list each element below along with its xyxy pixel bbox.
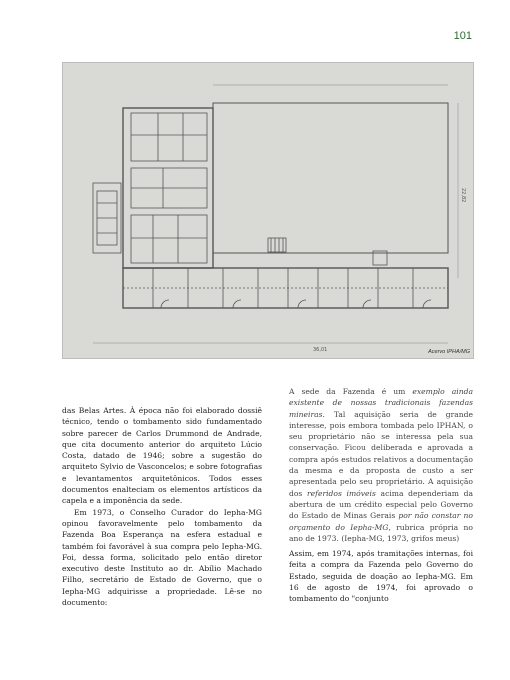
quote-emphasis-3: por não constar no orçamento do Iepha-MG (289, 511, 473, 532)
left-column (62, 405, 262, 608)
left-paragraph-1: das Belas Artes. À época não foi elaborado dossiê técnico, tendo o tombamento sido fundamentado sobre parecer de Carlos Drummond de Andrade, que cita documento anterior do arquiteto Lúcio Costa, datado de 1946; sobre a sugestão do arquiteto Sylvio de Vasconcelos; e sobre fotografias e levantamentos arquitetônicos. Todos esses documentos enalteciam os elementos artísticos da capela e a imponência da sede. (62, 406, 262, 506)
quote-emphasis-2: referidos imóveis (307, 488, 376, 498)
quote-text-3: acima dependeriam da abertura de um crédito especial pelo Governo do Estado de Minas Gerais (289, 488, 474, 521)
quote-text-1: A sede da Fazenda é um (289, 387, 413, 396)
figure-caption: Acervo IPHA/MG (428, 349, 470, 355)
floor-plan-drawing (63, 63, 473, 358)
quote-text-2: Tal aquisição seria de grande interesse, pois embora tombada pelo IPHAN, o seu proprietário não se interessa pela sua conservação. Ficou deliberada e aprovada a compra após estudos relativos a documentação da mesma e da proposta de custo a ser apresentada pelo seu proprietário. A aquisição dos (289, 409, 473, 498)
quote-emphasis-1: exemplo ainda existente de nossas tradicionais fazendas mineiras. (289, 387, 473, 419)
floor-plan-figure (62, 62, 474, 359)
page-number: 101 (453, 30, 472, 42)
quote-text-4: , rubrica própria no ano de 1973. (Iepha-MG, 1973, grifos meus) (289, 522, 473, 543)
block-quote (289, 386, 473, 544)
dimension-right: 22,82 (460, 188, 466, 203)
right-paragraph-2: Assim, em 1974, após tramitações internas, foi feita a compra da Fazenda pelo Governo do Estado, seguida de doação ao Iepha-MG. Em 16 de agosto de 1974, foi aprovado o tombamento do "conjunto (289, 549, 473, 604)
dimension-bottom: 36,01 (313, 347, 328, 353)
left-paragraph-2: Em 1973, o Conselho Curador do Iepha-MG opinou favoravelmente pelo tombamento da Fazenda Boa Esperança na esfera estadual e também foi favorável à sua compra pelo Iepha-MG. Foi, dessa forma, solicitado pelo então diretor executivo deste Instituto ao dr. Abílio Machado Filho, secretário de Estado de Governo, que o Iepha-MG adquirisse a propriedade. Lê-se no documento: (62, 507, 262, 608)
right-column (289, 386, 473, 605)
